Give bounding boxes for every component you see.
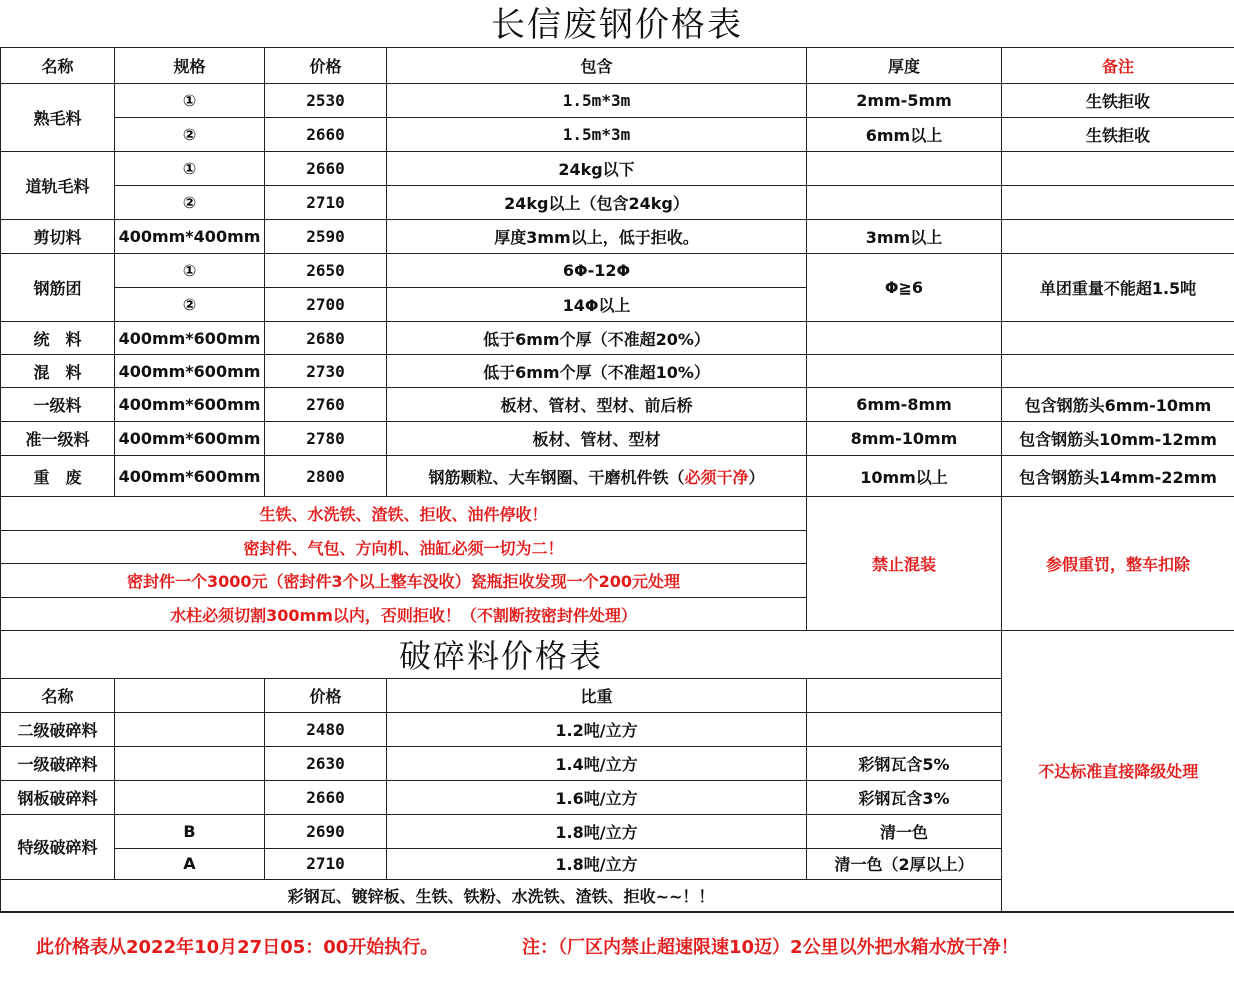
- crushed-title-row: [1, 630, 1234, 678]
- row-include: 24kg以上（包含24kg）: [387, 186, 807, 220]
- notice-4: 水柱必须切割300mm以内，否则拒收！（不割断按密封件处理）: [1, 598, 807, 631]
- row-price: 2530: [265, 84, 387, 118]
- crushed-density: 1.6吨/立方: [387, 780, 807, 814]
- crushed-density: 1.8吨/立方: [387, 848, 807, 879]
- row-thickness: Φ≧6: [807, 254, 1002, 322]
- row-name: 钢筋团: [1, 254, 115, 322]
- include-text-end: ）: [749, 468, 765, 487]
- crushed-header-spec: [115, 678, 265, 712]
- row-note: 包含钢筋头10mm-12mm: [1002, 422, 1234, 456]
- row-name: 一级料: [1, 388, 115, 422]
- crushed-price: 2710: [265, 848, 387, 879]
- row-name: 混 料: [1, 355, 115, 388]
- crushed-name: 一级破碎料: [1, 746, 115, 780]
- row-include: 低于6mm个厚（不准超10%）: [387, 355, 807, 388]
- row-price: 2700: [265, 288, 387, 322]
- notice-1: 生铁、水洗铁、渣铁、拒收、油件停收！: [1, 497, 807, 531]
- row-include: 1.5m*3m: [387, 118, 807, 152]
- crushed-price: 2630: [265, 746, 387, 780]
- crushed-price: 2660: [265, 780, 387, 814]
- row-include: 低于6mm个厚（不准超20%）: [387, 322, 807, 355]
- notice-2: 密封件、气包、方向机、油缸必须一切为二！: [1, 531, 807, 564]
- row-include: 6Φ-12Φ: [387, 254, 807, 288]
- row-thickness: 6mm以上: [807, 118, 1002, 152]
- row-price: 2710: [265, 186, 387, 220]
- table-row: [1, 322, 1234, 355]
- crushed-header-price: 价格: [265, 678, 387, 712]
- crushed-density: 1.8吨/立方: [387, 814, 807, 848]
- crushed-grade: [115, 780, 265, 814]
- notice-note: 参假重罚，整车扣除: [1002, 497, 1234, 631]
- row-spec: 400mm*400mm: [115, 220, 265, 254]
- row-price: 2730: [265, 355, 387, 388]
- header-row: [1, 48, 1234, 84]
- include-warning: 必须干净: [684, 468, 748, 487]
- table-row: [1, 422, 1234, 456]
- notice-3: 密封件一个3000元（密封件3个以上整车没收）瓷瓶拒收发现一个200元处理: [1, 564, 807, 598]
- crushed-name: 钢板破碎料: [1, 780, 115, 814]
- table-row: [1, 355, 1234, 388]
- crushed-side-note: 不达标准直接降级处理: [1002, 630, 1234, 911]
- row-thickness: 6mm-8mm: [807, 388, 1002, 422]
- row-name: 熟毛料: [1, 84, 115, 152]
- crushed-extra: 彩钢瓦含3%: [807, 780, 1002, 814]
- page-title: 长信废钢价格表: [0, 0, 1234, 46]
- crushed-grade: [115, 746, 265, 780]
- row-spec: ①: [115, 254, 265, 288]
- row-include: 1.5m*3m: [387, 84, 807, 118]
- row-spec: 400mm*600mm: [115, 322, 265, 355]
- table-row: [1, 118, 1234, 152]
- row-note: 生铁拒收: [1002, 118, 1234, 152]
- row-note: 生铁拒收: [1002, 84, 1234, 118]
- row-include: 24kg以下: [387, 152, 807, 186]
- crushed-density: 1.4吨/立方: [387, 746, 807, 780]
- row-include: [387, 456, 807, 497]
- row-thickness: 8mm-10mm: [807, 422, 1002, 456]
- row-thickness: 2mm-5mm: [807, 84, 1002, 118]
- row-spec: 400mm*600mm: [115, 422, 265, 456]
- crushed-name: 二级破碎料: [1, 712, 115, 746]
- crushed-header-name: 名称: [1, 678, 115, 712]
- table-row: [1, 254, 1234, 288]
- row-include: 厚度3mm以上，低于拒收。: [387, 220, 807, 254]
- notice-thickness: 禁止混装: [807, 497, 1002, 631]
- row-spec: ①: [115, 84, 265, 118]
- crushed-price: 2480: [265, 712, 387, 746]
- row-thickness: [807, 322, 1002, 355]
- row-price: 2660: [265, 152, 387, 186]
- row-note: 包含钢筋头14mm-22mm: [1002, 456, 1234, 497]
- row-spec: ②: [115, 118, 265, 152]
- row-thickness: 3mm以上: [807, 220, 1002, 254]
- row-note: 单团重量不能超1.5吨: [1002, 254, 1234, 322]
- notice-row: [1, 497, 1234, 531]
- row-spec: ②: [115, 288, 265, 322]
- row-price: 2650: [265, 254, 387, 288]
- crushed-extra: 彩钢瓦含5%: [807, 746, 1002, 780]
- row-note: [1002, 186, 1234, 220]
- table-row: [1, 220, 1234, 254]
- row-name: 准一级料: [1, 422, 115, 456]
- row-note: [1002, 220, 1234, 254]
- table-row: [1, 456, 1234, 497]
- row-price: 2760: [265, 388, 387, 422]
- crushed-extra: 清一色（2厚以上）: [807, 848, 1002, 879]
- row-name: 统 料: [1, 322, 115, 355]
- footer: [0, 912, 1234, 982]
- row-thickness: [807, 355, 1002, 388]
- crushed-price: 2690: [265, 814, 387, 848]
- row-name: 重 废: [1, 456, 115, 497]
- row-note: [1002, 322, 1234, 355]
- row-price: 2590: [265, 220, 387, 254]
- table-row: [1, 186, 1234, 220]
- row-note: [1002, 152, 1234, 186]
- crushed-table: [0, 630, 1234, 912]
- crushed-bottom-note: 彩钢瓦、镀锌板、生铁、铁粉、水洗铁、渣铁、拒收~~！！: [1, 879, 1002, 911]
- row-spec: ①: [115, 152, 265, 186]
- row-thickness: 10mm以上: [807, 456, 1002, 497]
- crushed-title: 破碎料价格表: [1, 630, 1002, 678]
- table-row: [1, 152, 1234, 186]
- footer-warning: 注：（厂区内禁止超速限速10迈）2公里以外把水箱水放干净！: [522, 933, 1019, 959]
- price-table: [0, 47, 1234, 631]
- row-price: 2780: [265, 422, 387, 456]
- crushed-grade: [115, 712, 265, 746]
- row-note: 包含钢筋头6mm-10mm: [1002, 388, 1234, 422]
- row-spec: 400mm*600mm: [115, 355, 265, 388]
- crushed-grade: A: [115, 848, 265, 879]
- crushed-header-extra: [807, 678, 1002, 712]
- row-include: 板材、管材、型材、前后桥: [387, 388, 807, 422]
- row-name: 道轨毛料: [1, 152, 115, 220]
- row-name: 剪切料: [1, 220, 115, 254]
- crushed-extra: [807, 712, 1002, 746]
- header-thickness: 厚度: [807, 48, 1002, 84]
- header-spec: 规格: [115, 48, 265, 84]
- row-price: 2680: [265, 322, 387, 355]
- row-price: 2800: [265, 456, 387, 497]
- crushed-density: 1.2吨/立方: [387, 712, 807, 746]
- header-price: 价格: [265, 48, 387, 84]
- row-thickness: [807, 152, 1002, 186]
- row-spec: 400mm*600mm: [115, 388, 265, 422]
- row-include: 14Φ以上: [387, 288, 807, 322]
- header-name: 名称: [1, 48, 115, 84]
- row-note: [1002, 355, 1234, 388]
- row-spec: ②: [115, 186, 265, 220]
- header-note: 备注: [1002, 48, 1234, 84]
- footer-effective-date: 此价格表从2022年10月27日05：00开始执行。: [36, 933, 438, 959]
- row-include: 板材、管材、型材: [387, 422, 807, 456]
- row-price: 2660: [265, 118, 387, 152]
- crushed-extra: 清一色: [807, 814, 1002, 848]
- row-thickness: [807, 186, 1002, 220]
- include-text: 钢筋颗粒、大车钢圈、干磨机件铁（: [428, 468, 684, 487]
- row-spec: 400mm*600mm: [115, 456, 265, 497]
- crushed-name: 特级破碎料: [1, 814, 115, 879]
- header-include: 包含: [387, 48, 807, 84]
- table-row: [1, 84, 1234, 118]
- table-row: [1, 388, 1234, 422]
- crushed-grade: B: [115, 814, 265, 848]
- crushed-header-density: 比重: [387, 678, 807, 712]
